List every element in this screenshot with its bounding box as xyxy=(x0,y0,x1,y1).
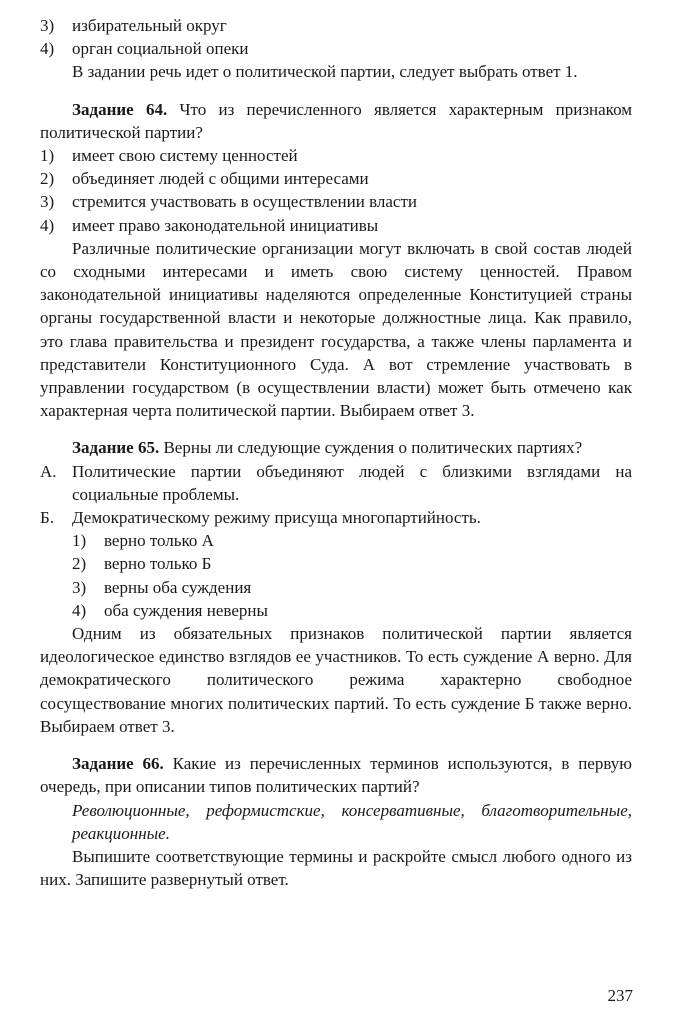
page-number: 237 xyxy=(607,986,633,1005)
task-64-option: 3) стремится участвовать в осуществлении власти xyxy=(40,192,417,212)
prev-explanation: В задании речь идет о политической партии, следует выбрать ответ 1. xyxy=(72,62,578,82)
task-65-question: Задание 65. Верны ли следующие суждения о политических партиях? xyxy=(72,438,583,458)
task-64-option: 4) имеет право законодательной инициативы xyxy=(40,215,379,235)
task-66-terms: Революционные, реформистские, консервативные, благотворительные, реакционные. xyxy=(72,800,632,843)
task-66-instruction: Выпишите соответствующие термины и раскройте смысл любого одного из них. Запишите развернутый ответ. xyxy=(40,846,632,890)
task-64-option: 2) объединяет людей с общими интересами xyxy=(40,169,369,189)
task-65-statement: А. Политические партии объединяют людей с близкими взглядами на социальные проблемы. xyxy=(40,461,632,504)
prev-option: 4) орган социальной опеки xyxy=(40,39,249,59)
task-64-explanation: Различные политические организации могут включать в свой состав людей со сходными интересами и иметь свою систему ценностей. Правом законодательной инициативы наделяются определенные Конституцией страны органы государственной власти и некоторые должностные лица. Как правило, это глава правительства и президент государства, а также члены парламента и представители Конституционного Суда. А вот стремление участвовать в управлении государством (в осуществлении власти) может быть отмечено как характерная черта политической партии. Выбираем ответ 3. xyxy=(40,238,632,421)
task-65-explanation: Одним из обязательных признаков политической партии является идеологическое единство взглядов ее участников. То есть суждение А верно. Для демократического политического режима характерно свободное сосуществование многих политических партий. То есть суждение Б также верно. Выбираем ответ 3. xyxy=(40,624,632,736)
task-65-option: 1) верно только А xyxy=(72,531,214,551)
page-content xyxy=(40,14,632,891)
task-64-option: 1) имеет свою систему ценностей xyxy=(40,146,298,166)
task-64-question: Задание 64. Что из перечисленного является характерным признаком политической партии? xyxy=(40,99,633,142)
task-66-label: Задание 66. xyxy=(72,754,164,774)
task-65-option: 4) оба суждения неверны xyxy=(72,600,268,620)
task-64-label: Задание 64. xyxy=(72,99,168,119)
task-65-statement: Б. Демократическому режиму присуща многопартийность. xyxy=(40,508,481,528)
task-66-question: Задание 66. Какие из перечисленных терминов используются, в первую очередь, при описании типов политических партий? xyxy=(40,754,632,797)
task-65-label: Задание 65. xyxy=(72,438,160,458)
prev-option: 3) избирательный округ xyxy=(40,16,227,35)
task-65-option: 2) верно только Б xyxy=(72,554,212,574)
task-65-option: 3) верны оба суждения xyxy=(72,577,252,597)
